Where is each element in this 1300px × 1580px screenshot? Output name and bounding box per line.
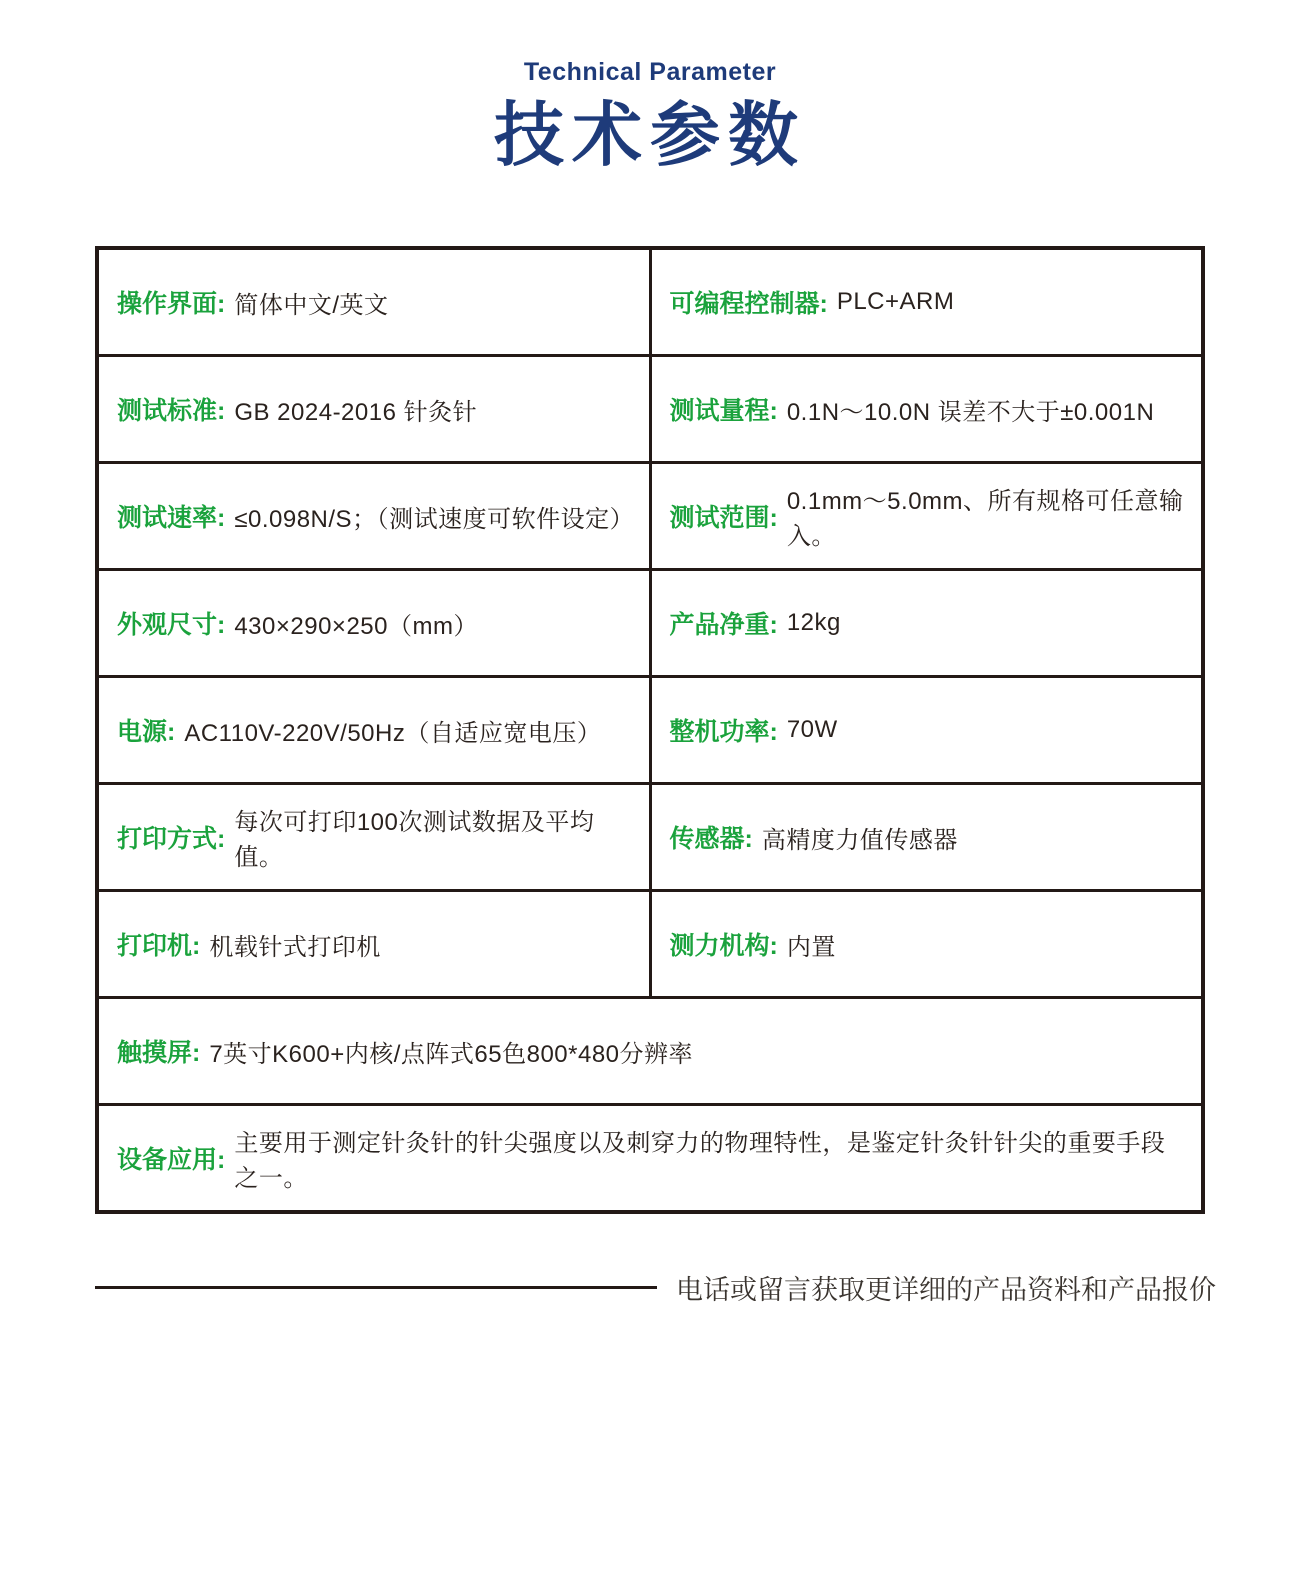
table-cell (652, 464, 1202, 568)
spec-label: 操作界面: (117, 290, 226, 318)
table-cell (99, 464, 652, 568)
spec-value: 0.1mm～5.0mm、所有规格可任意输入。 (786, 488, 1184, 550)
table-row (99, 678, 1201, 785)
table-cell (99, 1106, 1201, 1210)
spec-label: 触摸屏: (117, 1039, 201, 1067)
spec-label: 打印方式: (117, 825, 226, 853)
table-cell (99, 571, 652, 675)
table-row (99, 357, 1201, 464)
table-cell (652, 785, 1202, 889)
spec-label: 测试量程: (669, 397, 778, 425)
table-cell (652, 892, 1202, 996)
table-cell (99, 999, 1201, 1103)
table-cell (99, 892, 652, 996)
table-cell (652, 678, 1202, 782)
table-cell (652, 571, 1202, 675)
spec-label: 测试标准: (117, 397, 226, 425)
spec-table (95, 246, 1205, 1214)
table-row (99, 892, 1201, 999)
table-cell (99, 250, 652, 354)
divider-line (95, 1286, 657, 1289)
spec-label: 电源: (117, 718, 176, 746)
spec-value: 高精度力值传感器 (761, 826, 958, 854)
table-cell (652, 357, 1202, 461)
spec-label: 整机功率: (669, 718, 778, 746)
table-cell (99, 678, 652, 782)
spec-label: 测力机构: (669, 932, 778, 960)
spec-value: PLC+ARM (836, 288, 955, 315)
spec-label: 测试速率: (117, 504, 226, 532)
spec-value: GB 2024-2016 针灸针 (234, 398, 478, 426)
spec-value: AC110V-220V/50Hz（自适应宽电压） (184, 719, 602, 747)
table-row (99, 250, 1201, 357)
spec-value: 简体中文/英文 (234, 291, 389, 319)
spec-value: 7英寸K600+内核/点阵式65色800*480分辨率 (209, 1040, 694, 1068)
table-row (99, 999, 1201, 1106)
table-cell (652, 250, 1202, 354)
spec-label: 打印机: (117, 932, 201, 960)
table-row (99, 571, 1201, 678)
spec-value: 70W (786, 716, 838, 743)
table-cell (99, 357, 652, 461)
spec-value: 0.1N～10.0N 误差不大于±0.001N (786, 398, 1155, 426)
page-title: 技术参数 (494, 96, 806, 174)
spec-label: 可编程控制器: (669, 290, 828, 318)
spec-value: 430×290×250（mm） (234, 612, 478, 640)
subtitle-english: Technical Parameter (523, 58, 777, 86)
spec-value: 内置 (786, 933, 836, 961)
table-cell (99, 785, 652, 889)
spec-label: 传感器: (669, 825, 753, 853)
spec-value: 机载针式打印机 (209, 933, 381, 961)
footer (95, 1268, 1216, 1307)
spec-label: 测试范围: (669, 504, 778, 532)
table-row (99, 785, 1201, 892)
header (0, 0, 1300, 174)
table-row (99, 1106, 1201, 1210)
spec-value: 主要用于测定针灸针的针尖强度以及刺穿力的物理特性，是鉴定针灸针针尖的重要手段之一。 (234, 1130, 1166, 1192)
spec-value: 每次可打印100次测试数据及平均值。 (234, 809, 595, 871)
footer-cta-text: 电话或留言获取更详细的产品资料和产品报价 (676, 1275, 1216, 1305)
spec-value: 12kg (786, 609, 841, 636)
spec-value: ≤0.098N/S；（测试速度可软件设定） (234, 505, 635, 533)
spec-label: 外观尺寸: (117, 611, 226, 639)
spec-label: 设备应用: (117, 1146, 226, 1174)
table-row (99, 464, 1201, 571)
spec-label: 产品净重: (669, 611, 778, 639)
